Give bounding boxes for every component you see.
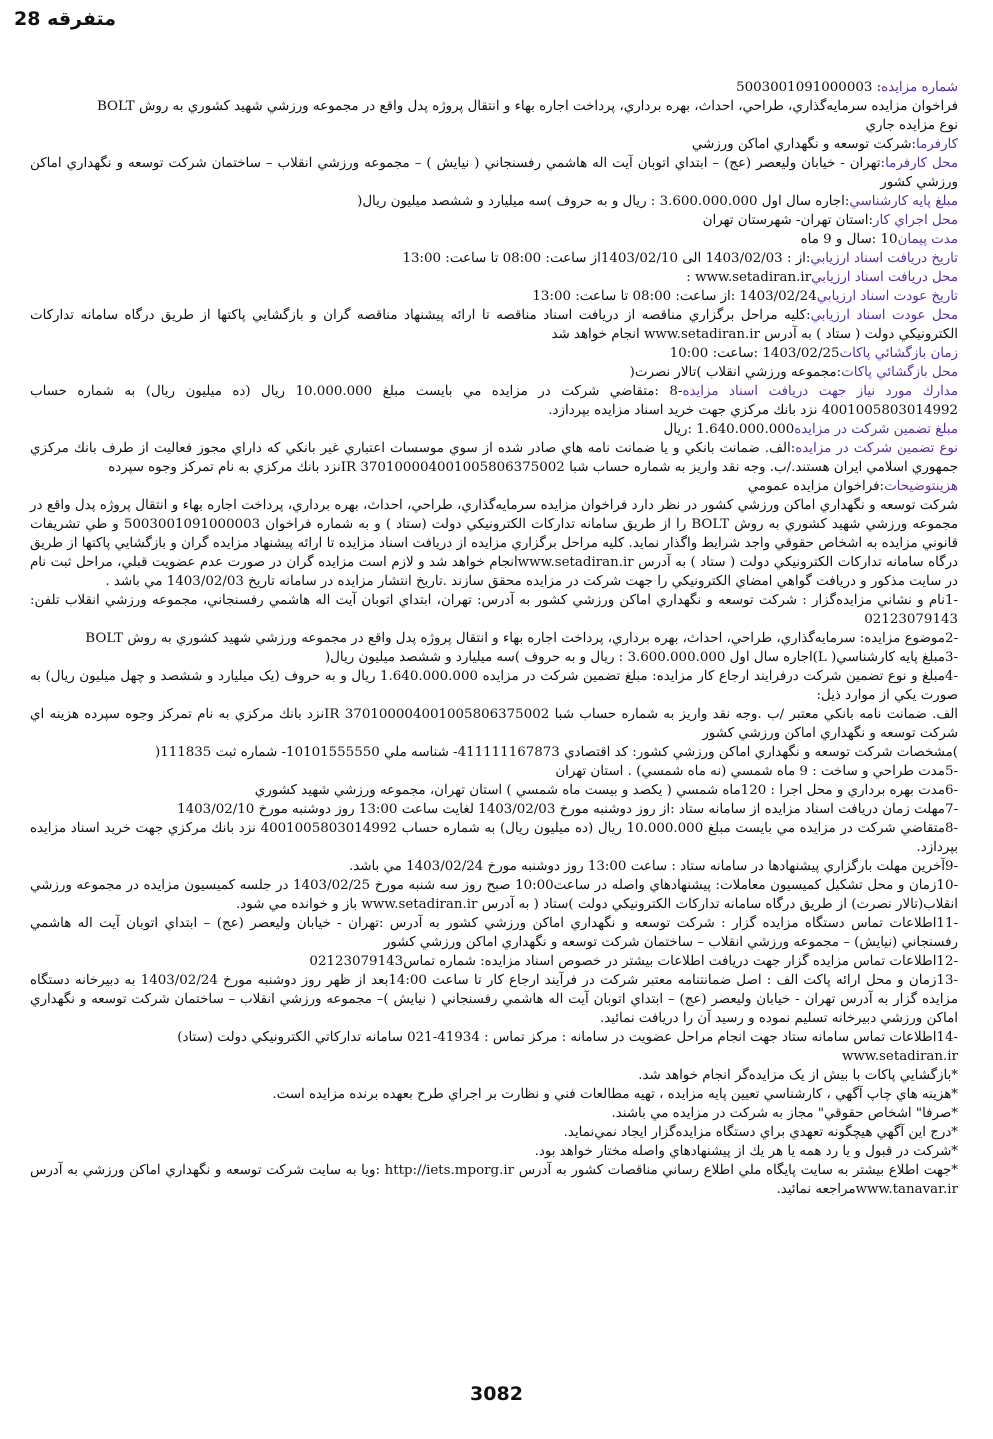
tender-notice: [30, 78, 958, 1199]
field-label: هزينتوضيحات: [884, 479, 958, 494]
body-paragraph: -8متقاضي شركت در مزايده مي بايست مبلغ 10.000.000 ريال (ده ميليون ريال) به شماره حساب 4001005803014992 نزد بانك مركزي جهت خريد اسناد مزايده بپردازد.: [30, 821, 958, 855]
field-value: :از : 1403/02/03 الى 1403/02/10از ساعت: 08:00 تا ساعت: 13:00: [402, 251, 811, 266]
notice-field: [30, 97, 958, 116]
website-line: www.setadiran.ir: [841, 1049, 958, 1064]
body-paragraph: شركت توسعه و نگهداري اماكن ورزشي كشور در نظر دارد فراخوان مزايده سرمايه‌گذاري، طراحي، احداث، بهره برداري، پرداخت اجاره بهاء و انتقال پروژه پدل واقع در مجموعه ورزشي شهيد كشوري به روش BOLT را از طريق سامانه تداركات الكترونيكي دولت (ستاد ) و به شماره فراخوان 5003001091000003 و طي تشريفات قانوني مزايده به اشخاص حقوقي واجد شرايط واگذار نمايد. كليه مراحل برگزاري مزايده از دريافت اسناد مزايده تا ارائه پيشنهاد مزايده گران و بازگشايي پاكتها از طريق درگاه سامانه تداركات الكترونيكي دولت ( ستاد ) به آدرس www.setadiran.irانجام خواهد شد و لازم است مزايده گران در صورت عدم عضويت قبلي، مراحل ثبت نام در سايت مذكور و دريافت گواهي امضاي الكترونيكي را جهت شركت در مزايده محقق سازند .تاريخ انتشار مزايده در سامانه تاريخ 1403/02/03 مي باشد .: [30, 498, 959, 589]
body-paragraph: -11اطلاعات تماس دستگاه مزايده گزار : شركت توسعه و نگهداري اماكن ورزشي كشور به آدرس :تهران - خيابان وليعصر (عج) – ابتداي اتوبان آيت اله هاشمي رفسنجاني (نيايش) – مجموعه ورزشي انقلاب – ساختمان شركت توسعه و نگهداري اماكن ورزشي كشور: [30, 916, 958, 950]
field-label: مبلغ تضمين شركت در مزايده: [794, 422, 958, 437]
field-label: محل دريافت اسناد ارزيابي: [811, 270, 958, 285]
body-paragraph: -13زمان و محل ارائه پاكت الف : اصل ضمانتنامه معتبر شركت در فرآيند ارجاع كار تا ساعت 14:00بعد از ظهر روز دوشنبه مورخ 1403/02/24 به دبيرخانه دستگاه مزايده گزار به آدرس تهران - خيابان وليعصر (عج) – ابتداي اتوبان آيت اله هاشمي رفسنجاني ( نيايش )– مجموعه ورزشي انقلاب – ساختمان شركت توسعه و نگهداري اماكن ورزشي دبيرخانه تسليم نموده و رسيد آن را دريافت نمائيد.: [30, 973, 958, 1026]
notice-field: [30, 287, 958, 306]
field-label: نوع تضمين شركت در مزايده: [795, 441, 958, 456]
body-paragraph: -1نام و نشاني مزايده‌گزار : شركت توسعه و نگهداري اماكن ورزشي كشور به آدرس: تهران، ابتداي اتوبان آيت اله هاشمي رفسنجاني، مجموعه ورزشي انقلاب تلفن: 02123079143: [30, 593, 958, 627]
body-paragraph: )مشخصات شركت توسعه و نگهداري اماكن ورزشي كشور: كد اقتصادي 411111167873- شناسه ملي 10101555550- شماره ثبت 111835(: [154, 745, 958, 760]
notice-field: [30, 78, 958, 97]
field-label: محل عودت اسناد ارزيابي: [810, 308, 958, 323]
page-number: 3082: [470, 1383, 523, 1405]
notice-body: [30, 496, 958, 1047]
field-value: :استان تهران- شهرستان تهران: [702, 213, 874, 228]
field-value: :اجاره سال اول 3.600.000.000 : ريال و به حروف )سه ميليارد و ششصد ميليون ريال(: [357, 194, 850, 209]
notice-field: [30, 211, 958, 230]
field-value: 1403/02/25 :ساعت: 10:00: [669, 346, 840, 361]
notice-field: [30, 192, 958, 211]
notice-field: [30, 439, 958, 477]
footnotes: [30, 1066, 958, 1199]
notice-field: [30, 382, 958, 420]
field-label: مدت پيمان: [897, 232, 958, 247]
notice-field: [30, 116, 958, 135]
footnote: *شركت در قبول و يا رد همه يا هر يك از پيشنهادهاي واصله مختار خواهد بود.: [534, 1144, 958, 1159]
notice-field: [30, 306, 958, 344]
notice-field: [30, 363, 958, 382]
notice-field: [30, 420, 958, 439]
field-value: فراخوان مزايده سرمايه‌گذاري، طراحي، احداث، بهره برداري، پرداخت اجاره بهاء و انتقال پروژه پدل واقع در مجموعه ورزشي شهيد كشوري به روش BOLT: [96, 99, 958, 114]
notice-field: [30, 268, 958, 287]
footnote: *جهت اطلاع بيشتر به سايت پايگاه ملي اطلاع رساني مناقصات كشور به آدرس http://iets.mporg.ir :ويا به سايت شركت توسعه و نگهداري اماكن ورزشي به آدرس www.tanavar.irمراجعه نمائيد.: [30, 1163, 958, 1197]
notice-field: [30, 230, 958, 249]
footnote: *هزينه هاي چاپ آگهي ، كارشناسي تعيين پايه مزايده ، تهيه مطالعات فني و نظارت بر اجراي طرح بعهده برنده مزايده است.: [272, 1087, 958, 1102]
footnote: *بازگشايي پاكات با بيش از يک مزايده‌گر انجام خواهد شد.: [638, 1068, 958, 1083]
field-value: :مجموعه ورزشي انقلاب )تالار نصرت(: [629, 365, 842, 380]
field-label: مبلغ پايه كارشناسي: [849, 194, 958, 209]
field-value: 1.640.000.000 :ريال: [663, 422, 795, 437]
body-paragraph: -2موضوع مزايده: سرمايه‌گذاري، طراحي، احداث، بهره برداري، پرداخت اجاره بهاء و انتقال پروژه پدل واقع در مجموعه ورزشي شهيد كشوري به روش BOLT: [85, 631, 958, 646]
field-value: : 5003001091000003: [736, 80, 882, 95]
field-value: -8 :متقاضي شركت در مزايده مي بايست مبلغ 10.000.000 ريال (ده ميليون ريال) به شماره حساب 4001005803014992 نزد بانك مركزي جهت خريد اسناد مزايده بپردازد.: [30, 384, 958, 418]
body-paragraph: الف. ضمانت نامه بانكي معتبر /ب .وجه نقد واريز به شماره حساب شبا IR 370100004001005806375002نزد بانك مركزي به نام تمركز وجوه سپرده هزينه اي شركت توسعه و نگهداري اماكن ورزشي كشور: [30, 707, 958, 741]
body-paragraph: -3مبلغ پايه كارشناسي( L)اجاره سال اول 3.600.000.000 : ريال و به حروف )سه ميليارد و ششصد ميليون ريال(: [324, 650, 958, 665]
body-paragraph: -6مدت بهره برداري و محل اجرا : 120ماه شمسي ( يكصد و بيست ماه شمسي ) استان تهران، مجموعه ورزشي شهيد كشوري: [254, 783, 958, 798]
footnote: *درج اين آگهي هيچگونه تعهدي براي دستگاه مزايده‌گزار ايجاد نمي‌نمايد.: [563, 1125, 958, 1140]
notice-field: [30, 477, 958, 496]
body-paragraph: -7مهلت زمان دريافت اسناد مزايده از سامانه ستاد :از روز دوشنبه مورخ 1403/02/03 لغايت ساعت 13:00 روز دوشنبه مورخ 1403/02/10: [177, 802, 958, 817]
field-label: تاريخ دريافت اسناد ارزيابي: [810, 251, 958, 266]
field-value: :فراخوان مزايده عمومي: [747, 479, 885, 494]
field-label: شماره مزايده: [881, 80, 958, 95]
category-header: متفرقه 28: [14, 8, 117, 30]
field-value: نوع مزايده جاري: [865, 118, 958, 133]
field-value: :تهران - خيابان وليعصر (عج) – ابتداي اتوبان آيت اله هاشمي رفسنجاني ( نيايش ) – مجموعه ورزشي انقلاب – ساختمان شركت توسعه و نگهداري اماكن ورزشي كشور: [30, 156, 958, 190]
body-paragraph: -5مدت طراحي و ساخت : 9 ماه شمسي (نه ماه شمسي) . استان تهران: [555, 764, 958, 779]
field-label: كارفرما: [916, 137, 958, 152]
field-label: مدارك مورد نياز جهت دريافت اسناد مزايده: [682, 384, 958, 399]
field-value: :شركت توسعه و نگهداري اماكن ورزشي: [691, 137, 917, 152]
field-value: :كليه مراحل برگزاري مناقصه از دريافت اسناد مناقصه تا ارائه پيشنهاد مناقصه گران و بازگشايي پاكتها از طريق درگاه سامانه تداركات الكترونيكي دولت ( ستاد ) به آدرس www.setadiran.ir انجام خواهد شد: [30, 308, 958, 342]
body-paragraph: -10زمان و محل تشكيل كميسيون معاملات: پيشنهادهاي واصله در ساعت10:00 صبح روز سه شنبه مورخ 1403/02/25 در جلسه كميسيون مزايده در مجموعه ورزشي انقلاب(تالار نصرت) از طريق درگاه سامانه تداركات الكترونيكي دولت )ستاد ( به آدرس www.setadiran.ir باز و خوانده مي شود.: [30, 878, 958, 912]
notice-fields: [30, 78, 958, 496]
field-value: www.setadiran.ir :: [686, 270, 812, 285]
body-paragraph: -14اطلاعات تماس سامانه ستاد جهت انجام مراحل عضويت در سامانه : مركز تماس : 41934-021 سامانه تداركاتي الكترونيكي دولت (ستاد): [177, 1030, 958, 1045]
field-value: :الف. ضمانت بانكي و يا ضمانت نامه هاي صادر شده از سوي موسسات اعتباري غير بانكي كه داراي مجوز فعاليت از طرف بانك مركزي جمهوري اسلامي ايران هستند./ب. وجه نقد واريز به شماره حساب شبا IR 370100004001005806375002نزد بانك مركزي به نام تمركز وجوه سپرده: [30, 441, 958, 475]
field-label: زمان بازگشائي پاكات: [839, 346, 958, 361]
notice-field: [30, 249, 958, 268]
field-value: 10 :سال و 9 ماه: [800, 232, 898, 247]
field-label: محل بازگشائي پاكات: [841, 365, 958, 380]
notice-field: [30, 135, 958, 154]
notice-field: [30, 154, 958, 192]
field-label: محل كارفرما: [885, 156, 958, 171]
body-paragraph: -9آخرين مهلت بارگزاري پيشنهادها در سامانه ستاد : ساعت 13:00 روز دوشنبه مورخ 1403/02/24 مي باشد.: [348, 859, 958, 874]
body-paragraph: -4مبلغ و نوع تضمين شركت درفرايند ارجاع كار مزايده: مبلغ تضمين شركت در مزايده 1.640.000.000 ريال و به حروف (يک ميليارد و ششصد و چهل ميليون ريال) به صورت يكي از موارد ذيل:: [30, 669, 958, 703]
notice-field: [30, 344, 958, 363]
field-value: 1403/02/24 :از ساعت: 08:00 تا ساعت: 13:00: [532, 289, 817, 304]
field-label: محل اجراي كار: [873, 213, 958, 228]
footnote: *صرفا" اشخاص حقوقي" مجاز به شركت در مزايده مي باشند.: [611, 1106, 958, 1121]
body-paragraph: -12اطلاعات تماس مزايده گزار جهت دريافت اطلاعات بيشتر در خصوص اسناد مزايده: شماره تماس02123079143: [309, 954, 958, 969]
field-label: تاريخ عودت اسناد ارزيابي: [816, 289, 958, 304]
